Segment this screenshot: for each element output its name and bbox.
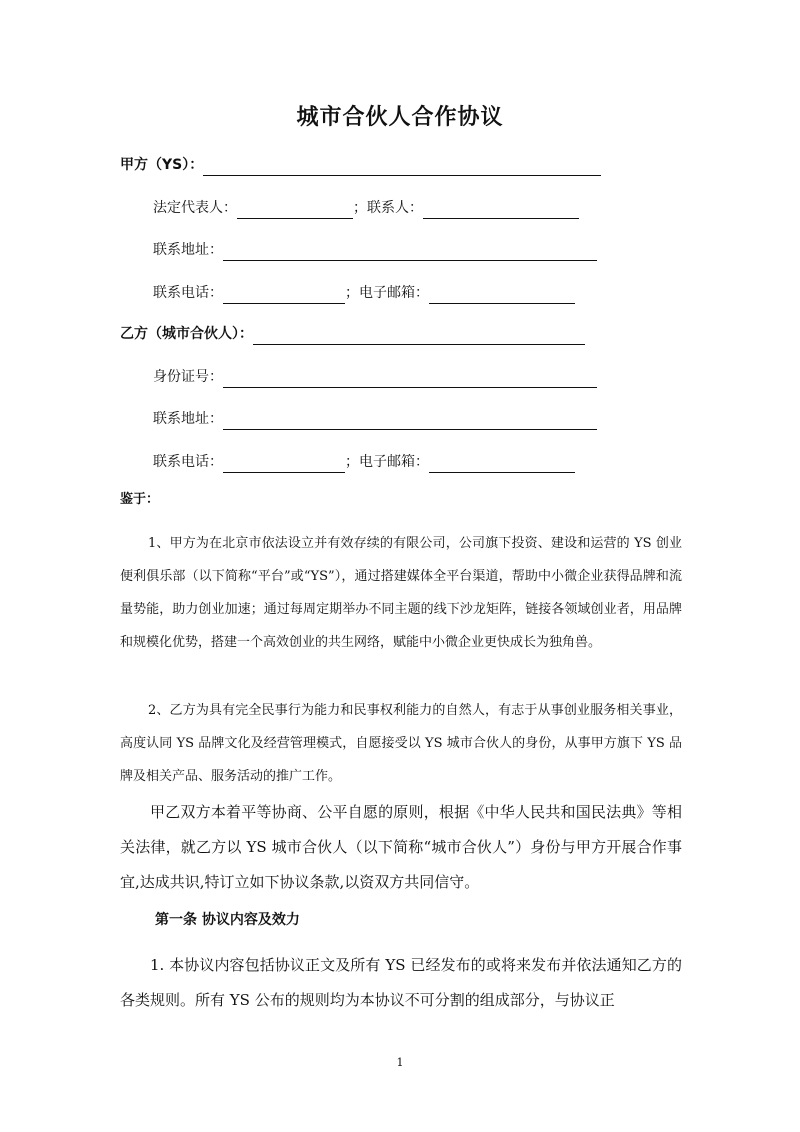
party-a-name-field[interactable]	[203, 159, 601, 176]
legal-rep-field[interactable]	[237, 202, 353, 219]
contact-person-label: ；联系人：	[353, 200, 423, 216]
whereas-item-2: 2、乙方为具有完全民事行为能力和民事权利能力的自然人，有志于从事创业服务相关事业，高度认同 YS 品牌文化及经营管理模式，自愿接受以 YS 城市合伙人的身份，从事甲方旗下 YS 品牌及相关产品、服务活动的推广工作。	[120, 703, 682, 784]
party-b-address-label: 联系地址：	[153, 411, 223, 427]
party-a-address-field[interactable]	[223, 244, 597, 261]
party-b-row	[120, 323, 585, 345]
whereas-label: 鉴于：	[120, 492, 160, 507]
agreement-intro: 甲乙双方本着平等协商、公平自愿的原则，根据《中华人民共和国民法典》等相关法律，就乙方以 YS 城市合伙人（以下简称“城市合伙人”）身份与甲方开展合作事宜,达成共识,特订立如下协议条款,以资双方共同信守。	[120, 803, 682, 891]
party-b-email-field[interactable]	[429, 456, 575, 473]
page-number: 1	[396, 1056, 404, 1069]
article-one-heading: 第一条 协议内容及效力	[155, 912, 300, 928]
contact-person-field[interactable]	[423, 202, 579, 219]
whereas-item-1: 1、甲方为在北京市依法设立并有效存续的有限公司，公司旗下投资、建设和运营的 YS 创业便利俱乐部（以下简称“平台”或“YS”），通过搭建媒体全平台渠道，帮助中小微企业获得品牌和流量势能，助力创业加速；通过每周定期举办不同主题的线下沙龙矩阵，链接各领域创业者，用品牌和规模化优势，搭建一个高效创业的共生网络，赋能中小微企业更快成长为独角兽。	[120, 536, 682, 650]
party-b-address-row	[153, 408, 597, 430]
party-a-phone-label: 联系电话：	[153, 285, 223, 301]
document-title: 城市合伙人合作协议	[296, 105, 504, 130]
legal-rep-row	[153, 197, 579, 219]
party-b-address-field[interactable]	[223, 413, 597, 430]
legal-rep-label: 法定代表人：	[153, 200, 237, 216]
party-a-phone-field[interactable]	[223, 287, 345, 304]
party-b-email-label: ；电子邮箱：	[345, 454, 429, 470]
party-b-phone-label: 联系电话：	[153, 454, 223, 470]
party-b-phone-field[interactable]	[223, 456, 345, 473]
party-b-id-row	[153, 366, 597, 388]
party-a-phone-row	[153, 282, 575, 304]
party-a-email-label: ；电子邮箱：	[345, 285, 429, 301]
party-b-phone-row	[153, 451, 575, 473]
party-a-row	[120, 154, 601, 176]
party-a-address-row	[153, 239, 597, 261]
party-a-address-label: 联系地址：	[153, 242, 223, 258]
party-b-name-field[interactable]	[253, 328, 585, 345]
party-b-id-label: 身份证号：	[153, 369, 223, 385]
party-a-label: 甲方（YS）：	[120, 157, 204, 173]
party-b-label: 乙方（城市合伙人）：	[120, 326, 253, 342]
article-one-clause-1: 1. 本协议内容包括协议正文及所有 YS 已经发布的或将来发布并依法通知乙方的各类规则。所有 YS 公布的规则均为本协议不可分割的组成部分，与协议正	[120, 956, 682, 1009]
party-a-email-field[interactable]	[429, 287, 575, 304]
party-b-id-field[interactable]	[223, 371, 597, 388]
